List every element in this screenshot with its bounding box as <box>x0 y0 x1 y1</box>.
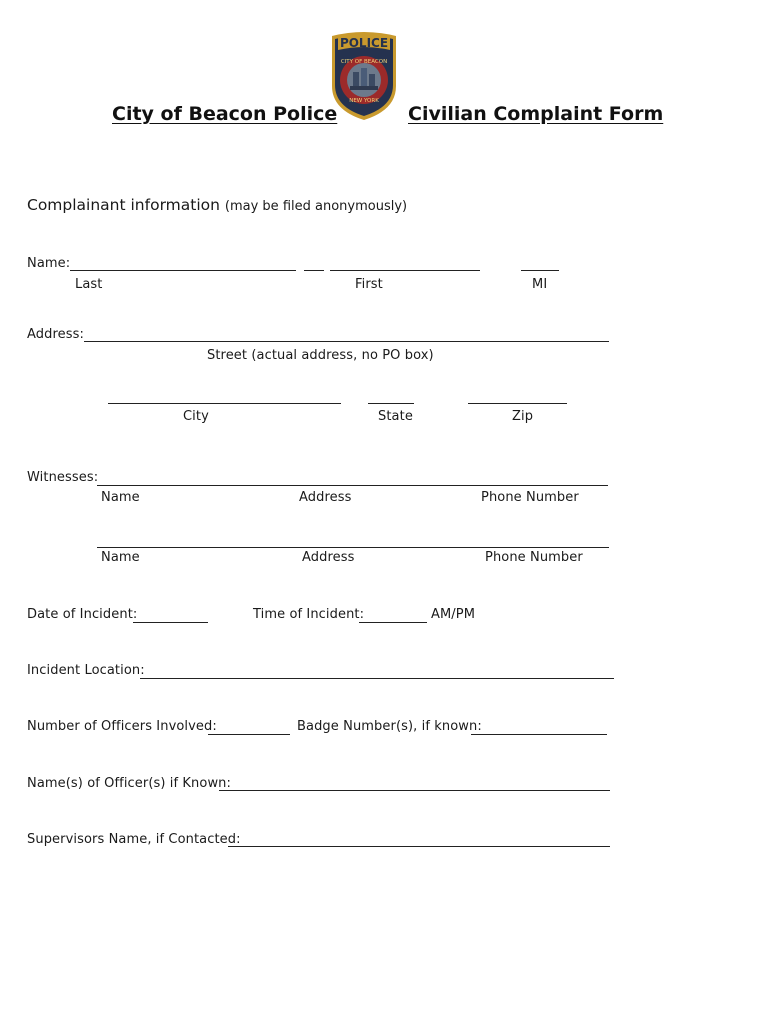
incident-location-label: Incident Location: <box>27 663 145 678</box>
last-name-caption: Last <box>75 277 103 292</box>
street-caption: Street (actual address, no PO box) <box>207 348 434 363</box>
title-underline-spacer-left <box>303 103 328 125</box>
section-heading-text: Complainant information <box>27 196 220 214</box>
first-name-field[interactable] <box>330 270 480 271</box>
witness-1-field[interactable] <box>97 485 608 486</box>
section-note: (may be filed anonymously) <box>224 199 408 214</box>
witness-2-phone-caption: Phone Number <box>485 550 583 565</box>
witness-1-name-caption: Name <box>101 490 140 505</box>
officer-names-label: Name(s) of Officer(s) if Known: <box>27 776 231 791</box>
date-of-incident-field[interactable] <box>133 622 208 623</box>
supervisor-label: Supervisors Name, if Contacted: <box>27 832 241 847</box>
address-label: Address: <box>27 327 84 342</box>
witness-2-name-caption: Name <box>101 550 140 565</box>
officers-count-label: Number of Officers Involved: <box>27 719 217 734</box>
witness-2-address-caption: Address <box>302 550 355 565</box>
last-name-field[interactable] <box>70 270 296 271</box>
badge-bottom-text: NEW YORK <box>349 98 379 104</box>
street-address-field[interactable] <box>84 341 609 342</box>
badge-ring-text: CITY OF BEACON <box>340 59 388 65</box>
middle-initial-field[interactable] <box>521 270 559 271</box>
city-field[interactable] <box>108 403 341 404</box>
middle-initial-caption: MI <box>532 277 548 292</box>
supervisor-name-field[interactable] <box>228 846 610 847</box>
zip-field[interactable] <box>468 403 567 404</box>
badge-top-text: POLICE <box>339 36 389 50</box>
witnesses-label: Witnesses: <box>27 470 99 485</box>
city-caption: City <box>183 409 209 424</box>
name-separator-field[interactable] <box>304 270 324 271</box>
state-caption: State <box>378 409 413 424</box>
police-badge-logo <box>326 28 402 122</box>
witness-2-field[interactable] <box>97 547 609 548</box>
state-field[interactable] <box>368 403 414 404</box>
section-heading <box>27 196 407 214</box>
officers-count-field[interactable] <box>208 734 290 735</box>
ampm-text: AM/PM <box>431 607 476 622</box>
witness-1-address-caption: Address <box>299 490 352 505</box>
incident-location-field[interactable] <box>140 678 614 679</box>
zip-caption: Zip <box>512 409 534 424</box>
badge-numbers-field[interactable] <box>471 734 607 735</box>
department-title: City of Beacon Police <box>112 103 338 125</box>
first-name-caption: First <box>355 277 383 292</box>
badge-numbers-label: Badge Number(s), if known: <box>297 719 482 734</box>
date-of-incident-label: Date of Incident: <box>27 607 138 622</box>
officer-names-field[interactable] <box>219 790 610 791</box>
time-of-incident-label: Time of Incident: <box>253 607 365 622</box>
name-label: Name: <box>27 256 71 271</box>
witness-1-phone-caption: Phone Number <box>481 490 579 505</box>
form-title: Civilian Complaint Form <box>408 103 664 125</box>
time-of-incident-field[interactable] <box>359 622 427 623</box>
